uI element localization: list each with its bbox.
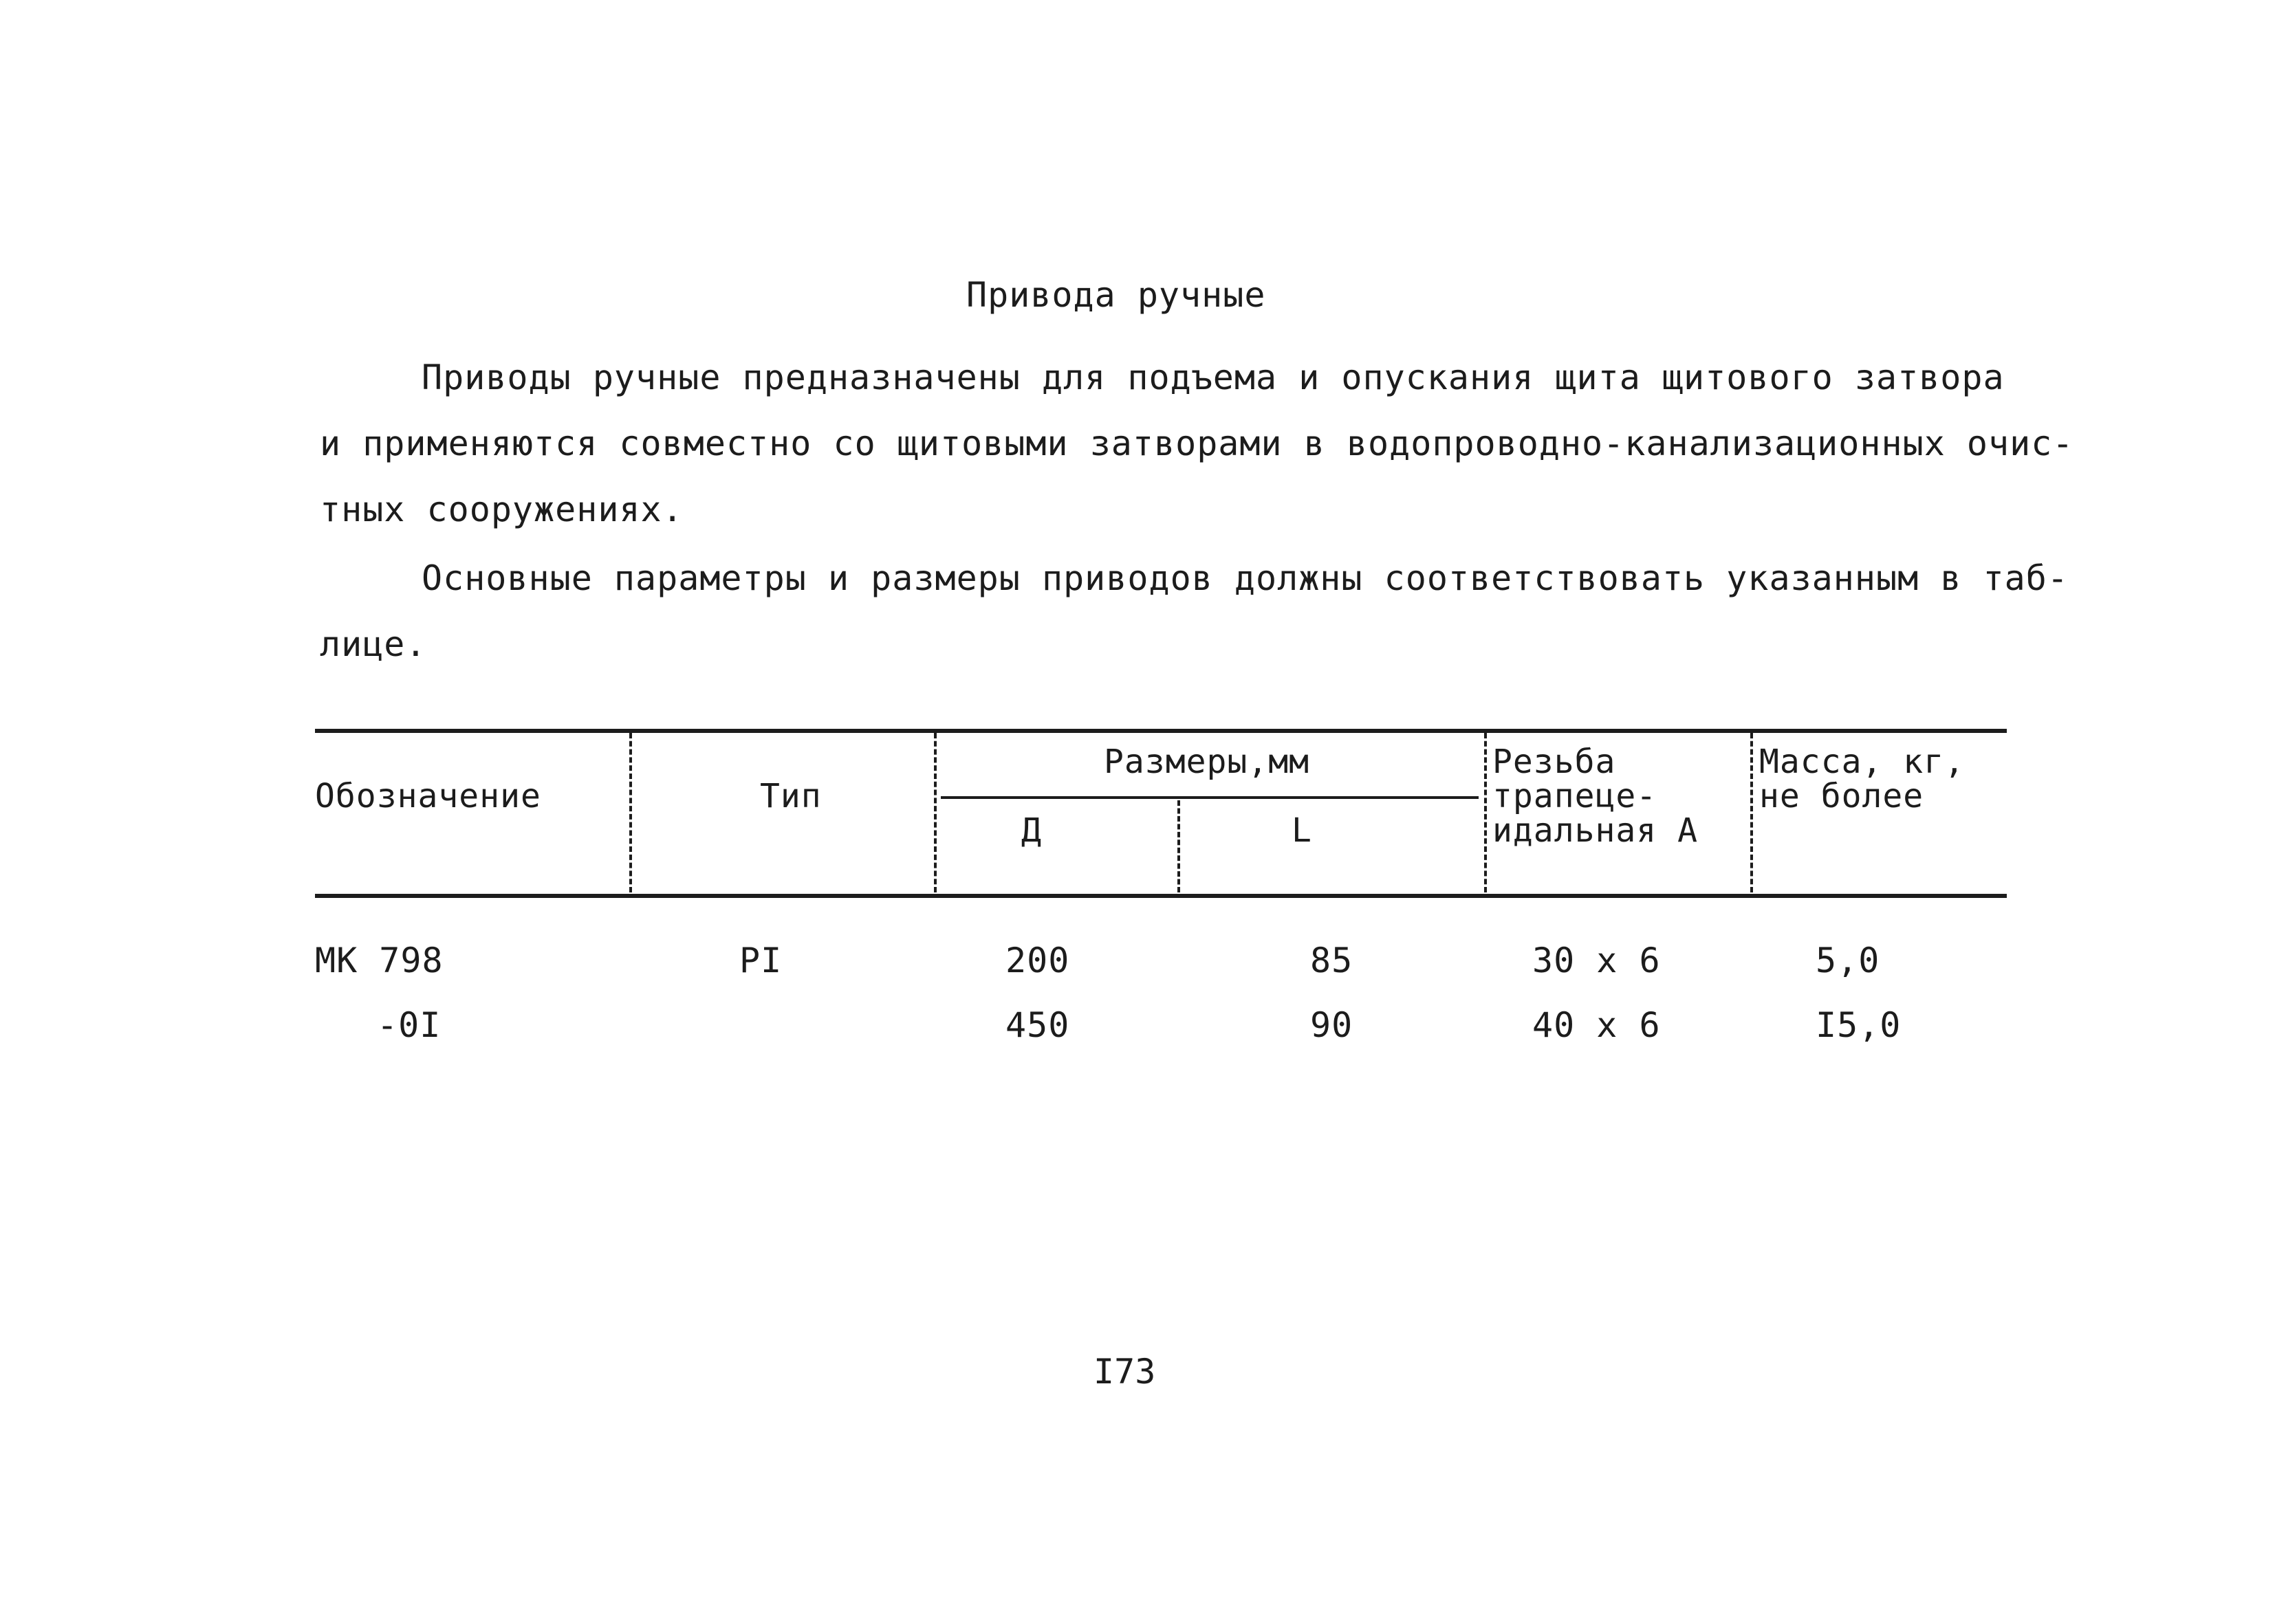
column-divider: [629, 733, 632, 892]
column-divider: [1484, 733, 1487, 892]
column-divider: [1750, 733, 1753, 892]
paragraph-line: Приводы ручные предназначены для подъема и опускания щита щитового затвора: [422, 358, 2005, 397]
header-dim-l: L: [1292, 811, 1312, 850]
cell-d: 200: [1005, 941, 1070, 980]
cell-type: PI: [739, 941, 783, 980]
header-thread-line3: идальная А: [1492, 811, 1698, 850]
cell-thread: 40 х 6: [1532, 1005, 1661, 1045]
paragraph-line: лице.: [320, 624, 427, 664]
cell-thread: 30 х 6: [1532, 941, 1661, 980]
cell-l: 90: [1310, 1005, 1353, 1045]
cell-mass: 5,0: [1816, 941, 1880, 980]
column-divider: [1177, 800, 1180, 892]
header-thread-line2: трапеце-: [1492, 777, 1657, 815]
cell-designation: МК 798: [315, 941, 444, 980]
paragraph-line: Основные параметры и размеры приводов должны соответствовать указанным в таб-: [422, 558, 2069, 598]
paragraph-line: и применяются совместно со щитовыми затворами в водопроводно-канализационных очис-: [320, 424, 2074, 463]
dimensions-subheader-rule: [941, 796, 1479, 799]
page-number: I73: [1093, 1352, 1156, 1392]
header-thread-line1: Резьба: [1492, 743, 1616, 781]
header-type: Тип: [760, 777, 822, 815]
header-mass-line2: не более: [1759, 777, 1924, 815]
header-bottom-rule: [315, 894, 2007, 898]
cell-mass: I5,0: [1816, 1005, 1902, 1045]
document-title: Привода ручные: [966, 275, 1266, 315]
cell-d: 450: [1005, 1005, 1070, 1045]
cell-l: 85: [1310, 941, 1353, 980]
cell-designation: -0I: [377, 1005, 442, 1045]
paragraph-line: тных сооружениях.: [320, 490, 684, 529]
header-mass-line1: Масса, кг,: [1759, 743, 1965, 781]
column-divider: [934, 733, 937, 892]
table-top-rule: [315, 729, 2007, 733]
header-dimensions: Размеры,мм: [1104, 743, 1309, 781]
header-dim-d: Д: [1021, 811, 1042, 850]
header-designation: Обозначение: [315, 777, 541, 815]
